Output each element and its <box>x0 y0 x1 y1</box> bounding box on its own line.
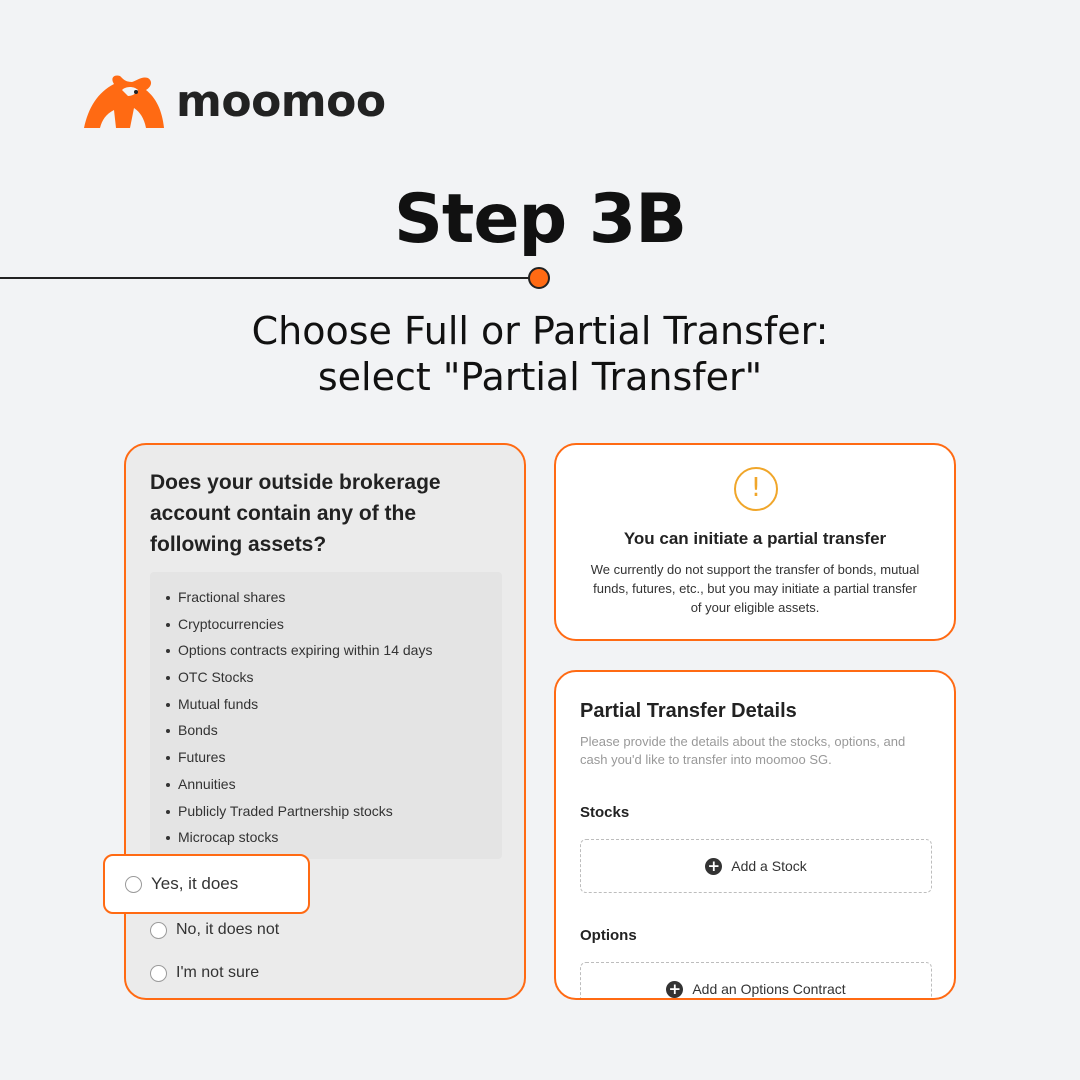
moomoo-logo <box>80 72 386 130</box>
alert-body: We currently do not support the transfer of bonds, mutual funds, futures, etc., but you may initiate a partial transfer of your eligible assets. <box>590 562 920 615</box>
list-item: OTC Stocks <box>164 664 432 691</box>
instruction-text <box>0 308 1080 400</box>
timeline-line <box>0 277 532 279</box>
list-item: Annuities <box>164 771 432 798</box>
details-title: Partial Transfer Details <box>580 700 797 722</box>
radio-option-unsure[interactable] <box>150 964 259 982</box>
partial-transfer-details-card <box>554 670 956 1000</box>
bull-logo-icon <box>80 72 166 130</box>
exclamation-circle-icon: ! <box>734 467 778 511</box>
list-item: Options contracts expiring within 14 days <box>164 637 432 664</box>
radio-option-yes-highlighted[interactable] <box>103 854 310 914</box>
stocks-label: Stocks <box>580 804 630 821</box>
instruction-line-1: Choose Full or Partial Transfer: <box>251 309 829 353</box>
asset-question-card <box>124 443 526 1000</box>
add-stock-button[interactable] <box>580 839 932 893</box>
list-item: Bonds <box>164 717 432 744</box>
question-title: Does your outside brokerage account contain any of the following assets? <box>150 471 441 556</box>
radio-button[interactable] <box>150 922 167 939</box>
asset-list-box <box>150 572 502 859</box>
add-option-label: Add an Options Contract <box>692 981 846 997</box>
add-option-button[interactable] <box>580 962 932 1000</box>
list-item: Fractional shares <box>164 584 432 611</box>
options-label: Options <box>580 927 637 944</box>
list-item: Futures <box>164 744 432 771</box>
plus-circle-icon: + <box>666 981 683 998</box>
list-item: Cryptocurrencies <box>164 611 432 638</box>
plus-circle-icon: + <box>705 858 722 875</box>
radio-button[interactable] <box>125 876 142 893</box>
instruction-line-2: select "Partial Transfer" <box>317 355 763 399</box>
radio-option-no[interactable] <box>150 921 279 939</box>
list-item: Microcap stocks <box>164 824 432 851</box>
asset-list <box>164 584 432 851</box>
list-item: Publicly Traded Partnership stocks <box>164 798 432 825</box>
step-title: Step 3B <box>393 180 687 259</box>
list-item: Mutual funds <box>164 691 432 718</box>
partial-transfer-alert-card <box>554 443 956 641</box>
timeline-dot <box>528 267 550 289</box>
brand-name: moomoo <box>176 75 386 127</box>
add-stock-label: Add a Stock <box>731 858 807 874</box>
details-description: Please provide the details about the stocks, options, and cash you'd like to transfer into moomoo SG. <box>580 734 906 767</box>
alert-title: You can initiate a partial transfer <box>623 529 887 548</box>
radio-label-yes: Yes, it does <box>151 874 239 893</box>
radio-label-no: No, it does not <box>176 921 280 938</box>
radio-button[interactable] <box>150 965 167 982</box>
radio-label-unsure: I'm not sure <box>176 964 260 981</box>
